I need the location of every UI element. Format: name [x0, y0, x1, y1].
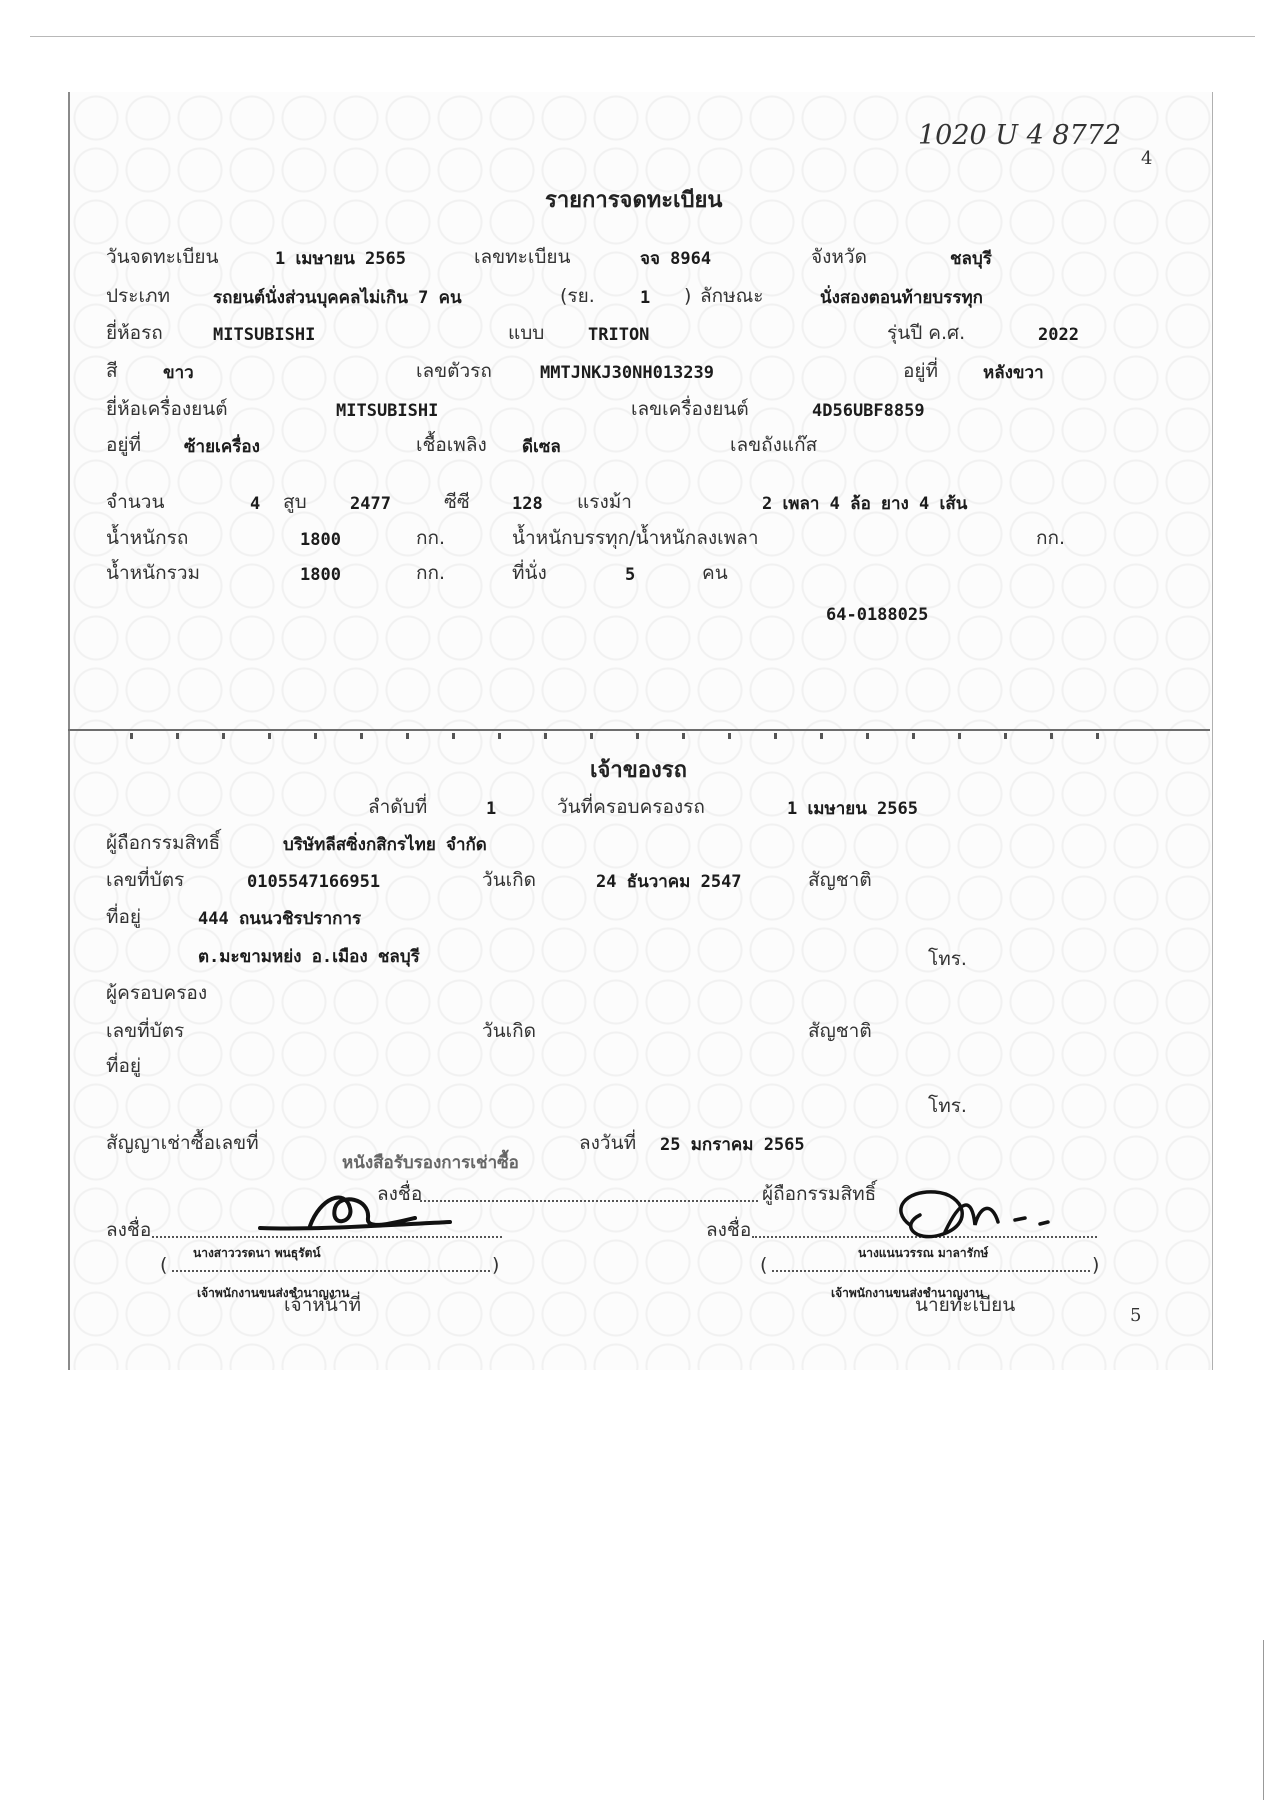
officer-paren-open: (: [160, 1254, 168, 1276]
plate: จจ 8964: [640, 249, 712, 269]
count-label: จำนวน: [106, 491, 165, 513]
page-number-top: 4: [1141, 148, 1153, 169]
possession-date: 1 เมษายน 2565: [787, 799, 918, 819]
fuel-label: เชื้อเพลิง: [416, 434, 487, 456]
province-label: จังหวัด: [811, 246, 867, 268]
ry-label: (รย.: [560, 285, 595, 307]
axles-wheels: 2 เพลา 4 ล้อ ยาง 4 เส้น: [762, 494, 968, 514]
phone-label: โทร.: [928, 948, 967, 970]
ry-close: ): [684, 285, 692, 307]
type: รถยนต์นั่งส่วนบุคคลไม่เกิน 7 คน: [213, 288, 462, 308]
fuel: ดีเซล: [522, 437, 561, 457]
dob: 24 ธันวาคม 2547: [596, 872, 742, 892]
possession-date-label: วันที่ครอบครองรถ: [557, 796, 705, 818]
engine-brand: MITSUBISHI: [336, 401, 439, 421]
load-label: น้ำหนักบรรทุก/น้ำหนักลงเพลา: [512, 527, 759, 549]
registrar-paren-close: ): [1092, 1254, 1100, 1276]
seats: 5: [625, 565, 636, 585]
dob-label: วันเกิด: [482, 869, 536, 891]
engine-location: ซ้ายเครื่อง: [184, 437, 260, 457]
officer-role: เจ้าหน้าที่: [284, 1294, 362, 1316]
possessor-phone-label: โทร.: [928, 1095, 967, 1117]
seats-label: ที่นั่ง: [512, 562, 547, 584]
ry-value: 1: [640, 288, 651, 308]
address-line-1: 444 ถนนวชิรปราการ: [198, 909, 362, 929]
color-label: สี: [106, 360, 118, 382]
owner-title: เจ้าของรถ: [590, 758, 687, 783]
order: 1: [486, 799, 497, 819]
load-unit: กก.: [1036, 527, 1066, 549]
officer-name: นางสาววรดนา พนธุรัตน์: [193, 1246, 321, 1260]
page-number-bottom: 5: [1130, 1305, 1142, 1326]
total-weight-unit: กก.: [416, 562, 446, 584]
possessor-label: ผู้ครอบครอง: [106, 982, 208, 1004]
brand-label: ยี่ห้อรถ: [106, 322, 163, 344]
id-number: 0105547166951: [247, 872, 381, 892]
plate-label: เลขทะเบียน: [474, 246, 571, 268]
registrar-signature-icon: [880, 1180, 1060, 1250]
address-label: ที่อยู่: [106, 906, 142, 928]
contract-date: 25 มกราคม 2565: [660, 1135, 805, 1155]
chassis: MMTJNKJ30NH013239: [540, 363, 714, 383]
reg-date: 1 เมษายน 2565: [275, 249, 406, 269]
province: ชลบุรี: [950, 249, 992, 269]
holder-sign-line: [420, 1200, 758, 1202]
nationality-label: สัญชาติ: [808, 869, 872, 891]
holder: บริษัทลีสซิ่งกสิกรไทย จำกัด: [283, 835, 487, 855]
registrar-position: เจ้าพนักงานขนส่งชำนาญงาน: [831, 1286, 984, 1300]
holder-sign-label: ลงชื่อ: [377, 1183, 423, 1205]
style-label: ลักษณะ: [700, 285, 764, 307]
seats-unit: คน: [702, 562, 728, 584]
color: ขาว: [163, 363, 194, 383]
registrar-name: นางแนนวรรณ มาลารักษ์: [858, 1246, 989, 1260]
total-weight-label: น้ำหนักรวม: [106, 562, 201, 584]
weight: 1800: [300, 530, 341, 550]
chassis-label: เลขตัวรถ: [416, 360, 492, 382]
weight-unit: กก.: [416, 527, 446, 549]
id-label: เลขที่บัตร: [106, 869, 185, 891]
reg-date-label: วันจดทะเบียน: [106, 246, 219, 268]
model-year: 2022: [1038, 325, 1079, 345]
contract-date-label: ลงวันที่: [579, 1132, 637, 1154]
hp-unit: แรงม้า: [577, 491, 632, 513]
address-line-2: ต.มะขามหย่ง อ.เมือง ชลบุรี: [198, 947, 420, 967]
hp: 128: [512, 494, 543, 514]
scan-top-line: [30, 36, 1255, 37]
holder-label: ผู้ถือกรรมสิทธิ์: [106, 832, 221, 854]
officer-sign-label: ลงชื่อ: [106, 1219, 152, 1241]
registration-title: รายการจดทะเบียน: [545, 188, 723, 213]
style: นั่งสองตอนท้ายบรรทุก: [820, 288, 983, 308]
fold-line: [68, 729, 1210, 731]
gas-tank-label: เลขถังแก๊ส: [730, 434, 818, 456]
reference-number: 64-0188025: [826, 605, 929, 625]
officer-position: เจ้าพนักงานขนส่งชำนาญงาน: [197, 1286, 350, 1300]
cc: 2477: [350, 494, 391, 514]
model-label: แบบ: [508, 322, 545, 344]
possessor-nationality-label: สัญชาติ: [808, 1020, 872, 1042]
registration-form-frame: [68, 92, 1213, 1370]
engine-no: 4D56UBF8859: [812, 401, 925, 421]
holder-sign-role: ผู้ถือกรรมสิทธิ์: [762, 1183, 877, 1205]
registrar-name-line: [772, 1270, 1090, 1272]
officer-name-line: [172, 1270, 490, 1272]
handwritten-number: 1020 U 4 8772: [918, 120, 1122, 151]
engine-no-label: เลขเครื่องยนต์: [631, 398, 749, 420]
registrar-paren-open: (: [760, 1254, 768, 1276]
chassis-location: หลังขวา: [983, 363, 1044, 383]
order-label: ลำดับที่: [368, 796, 428, 818]
total-weight: 1800: [300, 565, 341, 585]
contract-label: สัญญาเช่าซื้อเลขที่: [106, 1132, 259, 1154]
engine-location-label: อยู่ที่: [106, 434, 142, 456]
brand: MITSUBISHI: [213, 325, 316, 345]
model-year-label: รุ่นปี ค.ศ.: [887, 322, 966, 344]
possessor-id-label: เลขที่บัตร: [106, 1020, 185, 1042]
weight-label: น้ำหนักรถ: [106, 527, 189, 549]
cylinders-unit: สูบ: [283, 491, 307, 513]
model: TRITON: [588, 325, 650, 345]
lease-certificate-stamp: หนังสือรับรองการเช่าซื้อ: [342, 1153, 519, 1173]
fold-perforation: [130, 733, 1130, 739]
cc-unit: ซีซี: [444, 491, 470, 513]
engine-brand-label: ยี่ห้อเครื่องยนต์: [106, 398, 228, 420]
officer-paren-close: ): [492, 1254, 500, 1276]
chassis-location-label: อยู่ที่: [903, 360, 939, 382]
officer-signature-icon: [250, 1178, 470, 1238]
margin-line: [1263, 1640, 1264, 1800]
registrar-role: นายทะเบียน: [915, 1294, 1016, 1316]
registrar-sign-label: ลงชื่อ: [706, 1219, 752, 1241]
type-label: ประเภท: [106, 285, 171, 307]
cylinders: 4: [250, 494, 261, 514]
possessor-address-label: ที่อยู่: [106, 1055, 142, 1077]
possessor-dob-label: วันเกิด: [482, 1020, 536, 1042]
